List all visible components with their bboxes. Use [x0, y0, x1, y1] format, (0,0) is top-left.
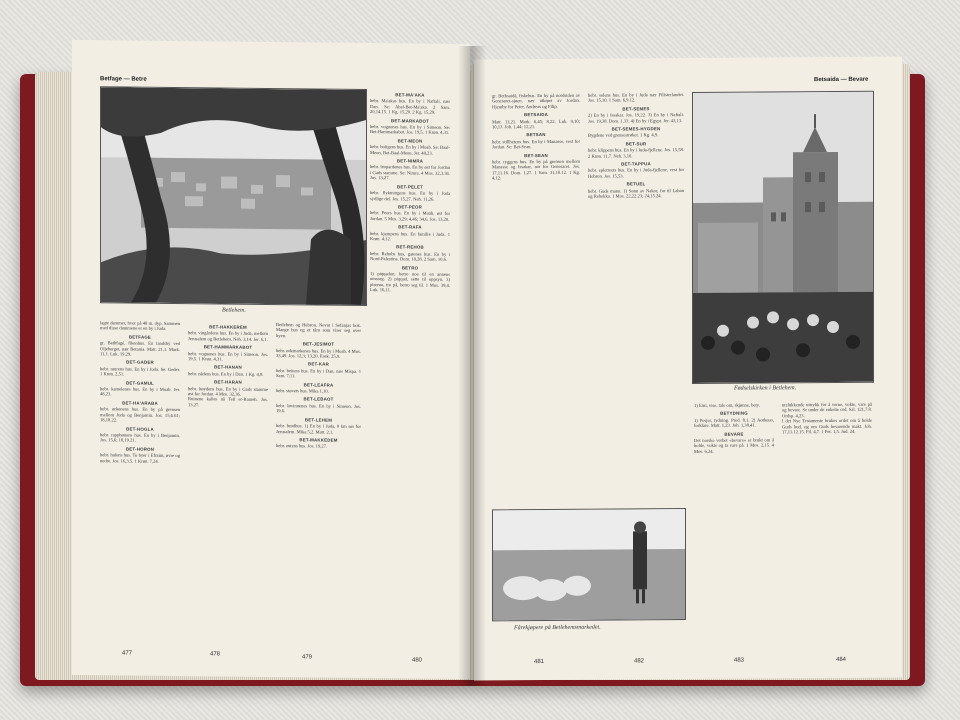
left-running-head: Betfage — Betre	[100, 76, 147, 83]
book-gutter	[458, 46, 486, 686]
right-running-head: Betsaida — Bevare	[814, 76, 869, 84]
headword: BETFAGE	[128, 334, 152, 340]
headword: BET-MA'AKA	[395, 92, 425, 98]
right-page-column-4: utelukkende uttrykk for å verne, vokte, vare på og bevare. Se under de enkelte ord. Sal. 121,7.8. Ordsp. 4,23. I det Nye Testamente brukes ordet om å holde Guds bud, og om Guds bevarende makt. Joh. 17,11.12.15. Fil. 4,7. 1 Pet. 1,5. Jud. 24.	[782, 401, 872, 435]
folio: 478	[210, 651, 221, 658]
right-page	[474, 57, 902, 681]
headword: BET-SEMES-HYGDEN	[611, 126, 661, 132]
left-page-column-4: BET-MA'AKA hebr. Ma'akas hus. En by i Naftali, nær Dan. Se: Abel-Bet-Ma'aka. 2 Sam. 20,14.15. 1 Kg. 15,20. 2 Kg. 15,29. BET-MARKABOT hebr. vognenes hus. En by i Simeon. Se: Bet-Hammarkabot. Jos. 19,5. 1 Krøn. 4,31. BET-MEON hebr. boligens hus. En by i Moab. Se: Baal-Meon, Bet-Baal-Meon. Jer. 48,23. BET-NIMRA hebr. leopardenes hus. En by øst for Jordan i Gads stamme. Se: Nimra. 4 Mos. 32,3.36. Jos. 13,27. BET-PELET hebr. flyktningens hus. En by i Juda sydlige del. Jos. 15,27. Neh. 11,26. BET-PEOR hebr. Peors hus. En by i Moab, øst for Jordan. 5 Mos. 3,29; 4,46; 34,6. Jos. 13,20. BET-RAFA hebr. kjempens hus. En familie i Juda. 1 Krøn. 4,12. BET-REHOB hebr. Rehobs hus, gatenes hus. En by i Nord-Palestina. Dom. 18,28. 2 Sam. 10,6. BETRO 1) piqqadon, betro noe til en annens omsorg. 2) piqqad, sette til oppsyn. 3) pisteuo, tro på, betro seg til. 1 Mos. 39,4. Luk. 16,11.	[370, 92, 450, 293]
headword: BET-SEMES	[622, 106, 650, 112]
left-page	[72, 40, 470, 679]
headword: BET-GADER	[126, 359, 154, 366]
church-photo-caption: Fødselskirken i Betlehem.	[734, 385, 797, 392]
headword: BET-LEBAOT	[303, 396, 334, 403]
left-page-column-1: lagte dammer, hvor på 48 m. dyp. Sammen med disse dammene er en by i Juda. BETFAGE gr. Bethfagé, fikenhus. En landsby ved Oljeberget, nær Betania. Matt. 21,1. Mark. 11,1. Luk. 19,29. BET-GADER hebr. murens hus. En by i Juda. Se: Geder. 1 Krøn. 2,51. BET-GAMUL hebr. kamelenes hus. En by i Moab. Jer. 48,23. BET-HA'ARABA hebr. ørkenens hus. En by på grensen mellom Juda og Benjamin. Jos. 15,6.61; 18,18.22. BET-HOGLA hebr. rapphønens hus. En by i Benjamin. Jos. 15,6; 18,19.21. BET-HORON hebr. hulens hus. To byer i Efraim, øvre og nedre. Jos. 16,3.5. 1 Krøn. 7,24.	[100, 320, 180, 464]
headword: BEVARE	[724, 431, 744, 437]
sheep-market-photo-image	[493, 509, 685, 620]
headword: BET-KAR	[308, 361, 329, 368]
headword: BET-SEAN	[524, 152, 548, 158]
left-page-column-2: BET-HAKKEREM hebr. vingårdens hus. En by i Juda, mellom Jerusalem og Betlehem. Neh. 3,14. Jer. 6,1. BET-HAMMARKABOT hebr. vognenes hus. En by i Simeon. Jos. 19,5. 1 Krøn. 4,31. BET-HANAN hebr. nådens hus. En by i Dan. 1 Kg. 4,9. BET-HARAN hebr. høydens hus. En by i Gads stamme øst for Jordan. 4 Mos. 32,36. Ruinene kalles nå Tell er-Rameh. Jos. 13,27.	[188, 324, 268, 408]
headword: BET-MARKABOT	[390, 117, 429, 124]
sheep-market-photo	[492, 508, 686, 621]
folio: 483	[734, 657, 745, 664]
headword: BET-TAPPUA	[621, 161, 651, 167]
headword: BET-NIMRA	[396, 158, 424, 164]
folio: 484	[836, 656, 847, 663]
headword: BETSAN	[526, 132, 546, 138]
headword: BET-MEON	[397, 138, 423, 144]
headword: BET-HAMMARKABOT	[203, 344, 253, 351]
right-page-column-3: 1) Emi, vise, tale om, skjønne, bety. BETYDNING 1) Pesjer, tydning. Pred. 8,1. 2) Aotheuo, forklare. Matt. 1,23. Joh. 1,38.41. BEVARE Det norske verbet «bevare» er brukt om å holde, vokte og ta vare på. 1 Mos. 2,15. 4 Mos. 6,24.	[694, 402, 774, 454]
sheep-market-photo-caption: Fårekjøpere på Betlehemsmarkedet.	[514, 624, 601, 632]
folio: 477	[122, 650, 133, 657]
church-photo	[692, 91, 874, 384]
headword: BET-PEOR	[397, 204, 423, 210]
headword: BET-HOGLA	[126, 425, 154, 432]
folio: 482	[634, 658, 645, 665]
headword: BETRO	[401, 264, 419, 271]
folio: 480	[412, 657, 423, 664]
headword: BET-PELET	[397, 184, 423, 190]
left-page-column-3: Betlehem og Hebron. Nevnt i Sefanjas bok. Mange hus og et tårn som viser seg over byen. BET-JESIMOT hebr. ødemarkenes hus. En by i Moab. 4 Mos. 33,49. Jos. 12,3; 13,20. Esek. 25,9. BET-KAR hebr. beitens hus. En by i Dan, nær Mispa. 1 Sam. 7,11. BET-LEAFRA hebr. støvets hus. Mika 1,10. BET-LEBAOT hebr. løvinnenes hus. En by i Simeon. Jos. 19,6. BET-LEHEM hebr. brødhus. 1) En by i Juda, 9 km sør for Jerusalem. Mika 5,2. Matt. 2,1. BET-MAKKEDEM hebr. østens hus. Jos. 19,27.	[276, 322, 361, 449]
right-page-column-2: hebr. solens hus. En by i Juda nær Filisterlandet. Jos. 15,10. 1 Sam. 6,9.12. BET-SEMES 2) En by i Issakar. Jos. 19,22. 3) En by i Naftali. Jos. 19,38. Dom. 1,33. 4) En by i Egypt. Jer. 43,13. BET-SEMES-HYGDEN Bygdene ved grensestrøket. 1 Kg. 4,9. BET-SUR hebr. klippens hus. En by i Juda-fjellene. Jos. 15,58. 2 Krøn. 11,7. Neh. 3,16. BET-TAPPUA hebr. epletreets hus. En by i Juda-fjellene, vest for Hebron. Jos. 15,53. BETUEL hebr. Guds mann. 1) Sønn av Nakor, far til Laban og Rebekka. 1 Mos. 22,22.23; 24,15.24.	[588, 92, 684, 199]
betlehem-photo-caption: Betlehem.	[222, 307, 246, 314]
headword: BET-RAFA	[398, 224, 422, 230]
headword: BET-LEHEM	[304, 417, 333, 423]
right-page-column-1: gr. Bethsaidá, fiskehus. En by på nordsiden av Genesaret-sjøen, nær utløpet av Jordan. Hjemby for Peter, Andreas og Filip. BETSAIDA Matt. 11,21. Mark. 6,45; 8,22. Luk. 9,10; 10,13. Joh. 1,44; 12,21. BETSAN hebr. stillhetens hus. En by i Manasse, vest for Jordan. Se: Bet-Sean. BET-SEAN hebr. ryggens hus. En by på grensen mellom Manasse og Issakar, sør for Genesaret. Jos. 17,11.16. Dom. 1,27. 1 Sam. 31,10.12. 1 Kg. 4,12.	[492, 92, 580, 181]
betlehem-photo-image	[101, 87, 366, 305]
headword: BET-HORON	[125, 446, 155, 452]
church-photo-image	[693, 92, 873, 383]
headword: BET-HAKKEREM	[209, 324, 247, 330]
headword: BET-SUR	[625, 141, 647, 147]
headword: BETSAIDA	[523, 112, 549, 118]
headword: BET-HANAN	[214, 364, 242, 371]
headword: BET-HARAN	[214, 379, 242, 385]
headword: BETUEL	[626, 181, 646, 187]
headword: BET-LEAFRA	[303, 381, 334, 388]
headword: BETYDNING	[720, 410, 748, 417]
headword: BET-MAKKEDEM	[299, 437, 338, 443]
headword: BET-REHOB	[396, 244, 424, 250]
folio: 481	[534, 659, 545, 666]
headword: BET-JESIMOT	[302, 341, 335, 347]
betlehem-photo	[100, 86, 367, 306]
headword: BET-HA'ARABA	[122, 400, 158, 406]
headword: BET-GAMUL	[126, 380, 154, 386]
folio: 479	[302, 654, 313, 661]
